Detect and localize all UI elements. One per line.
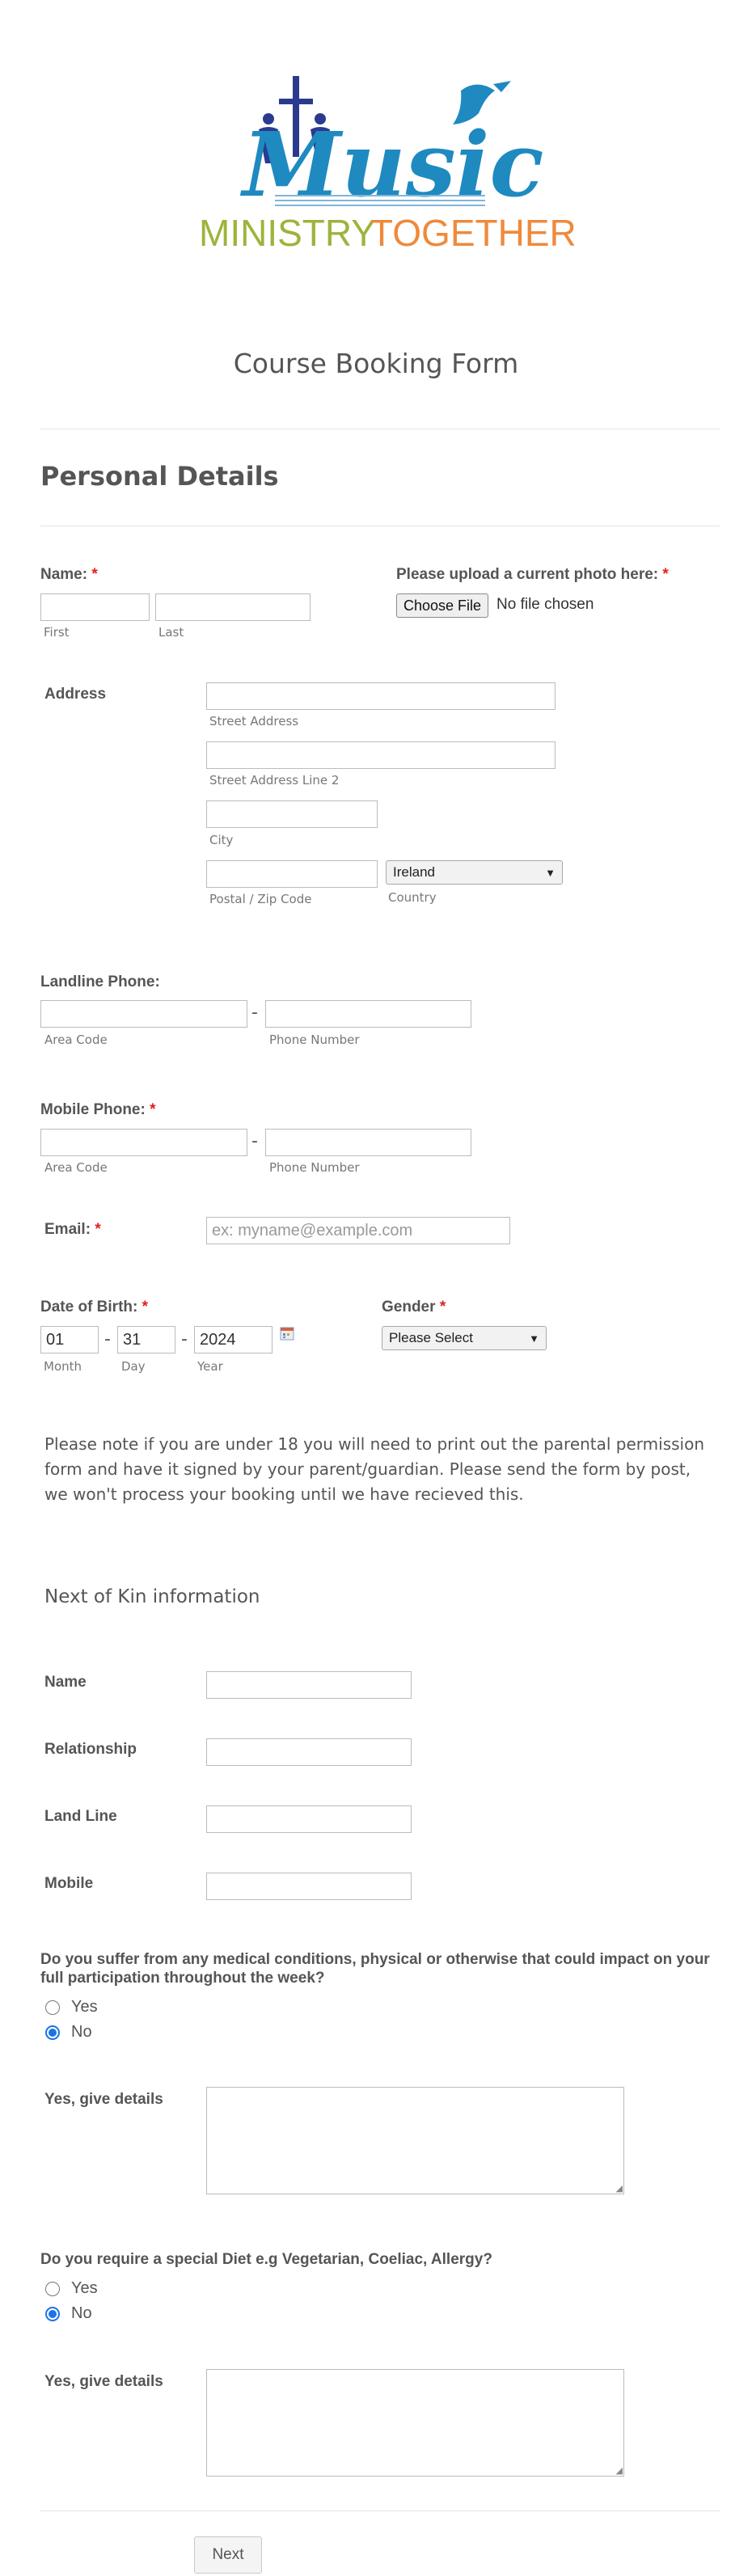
diet-details-label: Yes, give details xyxy=(44,2373,163,2390)
address-label: Address xyxy=(44,686,107,703)
music-ministry-together-logo xyxy=(194,74,577,260)
dob-dash-2: - xyxy=(181,1329,188,1349)
landline-number-input[interactable] xyxy=(265,1000,471,1028)
dob-month-input[interactable]: 01 xyxy=(40,1326,99,1353)
medical-yes-label[interactable]: Yes xyxy=(71,1998,98,2016)
kin-name-label: Name xyxy=(44,1674,87,1691)
medical-no-label[interactable]: No xyxy=(71,2023,92,2041)
diet-question: Do you require a special Diet e.g Vegetarian, Coeliac, Allergy? xyxy=(40,2251,492,2268)
street-address-input[interactable] xyxy=(206,682,556,710)
logo-word-music: Music xyxy=(243,112,544,217)
chevron-down-icon: ▼ xyxy=(529,1332,539,1345)
chevron-down-icon: ▼ xyxy=(545,866,556,879)
next-button[interactable]: Next xyxy=(194,2536,262,2574)
street-address-caption: Street Address xyxy=(209,714,299,728)
gender-value: Please Select xyxy=(389,1330,473,1345)
dob-year-caption: Year xyxy=(197,1359,223,1374)
street-address-2-input[interactable] xyxy=(206,741,556,769)
logo-word-ministry: MINISTRY xyxy=(199,212,376,254)
kin-relationship-input[interactable] xyxy=(206,1738,412,1766)
kin-landline-input[interactable] xyxy=(206,1805,412,1833)
choose-file-button[interactable]: Choose File xyxy=(396,593,488,618)
name-label: Name: * xyxy=(40,566,98,583)
medical-question: Do you suffer from any medical conditions, physical or otherwise that could impact on your full participation throughout the week? xyxy=(40,1951,710,1987)
under-18-notice: Please note if you are under 18 you will need to print out the parental permission form and have it signed by your parent/guardian. Please send the form by post, we won't process your booking until we have recieved this. xyxy=(44,1434,705,1504)
mobile-dash: - xyxy=(251,1131,258,1151)
diet-no-radio[interactable] xyxy=(45,2307,60,2321)
next-of-kin-heading: Next of Kin information xyxy=(44,1586,260,1607)
mobile-area-caption: Area Code xyxy=(44,1160,108,1175)
landline-dash: - xyxy=(251,1003,258,1023)
country-value: Ireland xyxy=(393,864,435,880)
landline-area-caption: Area Code xyxy=(44,1033,108,1047)
dob-day-caption: Day xyxy=(121,1359,146,1374)
kin-mobile-input[interactable] xyxy=(206,1873,412,1900)
file-status: No file chosen xyxy=(496,596,594,613)
diet-yes-label[interactable]: Yes xyxy=(71,2279,98,2297)
kin-landline-label: Land Line xyxy=(44,1808,117,1825)
landline-label: Landline Phone: xyxy=(40,973,160,990)
dob-label: Date of Birth: * xyxy=(40,1299,149,1315)
kin-mobile-label: Mobile xyxy=(44,1875,94,1892)
dob-dash-1: - xyxy=(104,1329,111,1349)
section-heading: Personal Details xyxy=(40,461,279,492)
last-name-input[interactable] xyxy=(155,593,311,621)
country-caption: Country xyxy=(388,890,437,905)
diet-details-textarea[interactable] xyxy=(206,2369,624,2477)
medical-details-textarea[interactable] xyxy=(206,2087,624,2194)
dob-day-input[interactable]: 31 xyxy=(117,1326,175,1353)
diet-no-label[interactable]: No xyxy=(71,2304,92,2322)
gender-select[interactable] xyxy=(382,1326,547,1350)
photo-label: Please upload a current photo here: * xyxy=(396,566,669,583)
form-title: Course Booking Form xyxy=(233,348,519,379)
medical-details-label: Yes, give details xyxy=(44,2091,163,2108)
logo-word-together: TOGETHER xyxy=(370,212,577,254)
postal-code-caption: Postal / Zip Code xyxy=(209,892,312,906)
postal-code-input[interactable] xyxy=(206,860,378,888)
dob-month-caption: Month xyxy=(44,1359,82,1374)
medical-no-radio[interactable] xyxy=(45,2025,60,2040)
resize-handle-icon[interactable]: ◢ xyxy=(615,2465,623,2476)
mobile-number-caption: Phone Number xyxy=(269,1160,360,1175)
first-name-caption: First xyxy=(44,625,70,640)
first-name-input[interactable] xyxy=(40,593,150,621)
calendar-icon[interactable] xyxy=(280,1326,294,1341)
city-input[interactable] xyxy=(206,800,378,828)
medical-yes-radio[interactable] xyxy=(45,2000,60,2015)
email-input[interactable]: ex: myname@example.com xyxy=(206,1217,510,1244)
mobile-number-input[interactable] xyxy=(265,1129,471,1156)
resize-handle-icon[interactable]: ◢ xyxy=(615,2183,623,2194)
mobile-area-code-input[interactable] xyxy=(40,1129,247,1156)
diet-yes-radio[interactable] xyxy=(45,2282,60,2296)
gender-label: Gender * xyxy=(382,1299,446,1315)
country-select[interactable] xyxy=(386,860,563,885)
landline-area-code-input[interactable] xyxy=(40,1000,247,1028)
kin-relationship-label: Relationship xyxy=(44,1741,137,1758)
email-label: Email: * xyxy=(44,1221,101,1238)
last-name-caption: Last xyxy=(158,625,184,640)
street-address-2-caption: Street Address Line 2 xyxy=(209,773,340,788)
landline-number-caption: Phone Number xyxy=(269,1033,360,1047)
mobile-label: Mobile Phone: * xyxy=(40,1101,156,1118)
kin-name-input[interactable] xyxy=(206,1671,412,1699)
city-caption: City xyxy=(209,833,234,847)
dob-year-input[interactable]: 2024 xyxy=(194,1326,272,1353)
